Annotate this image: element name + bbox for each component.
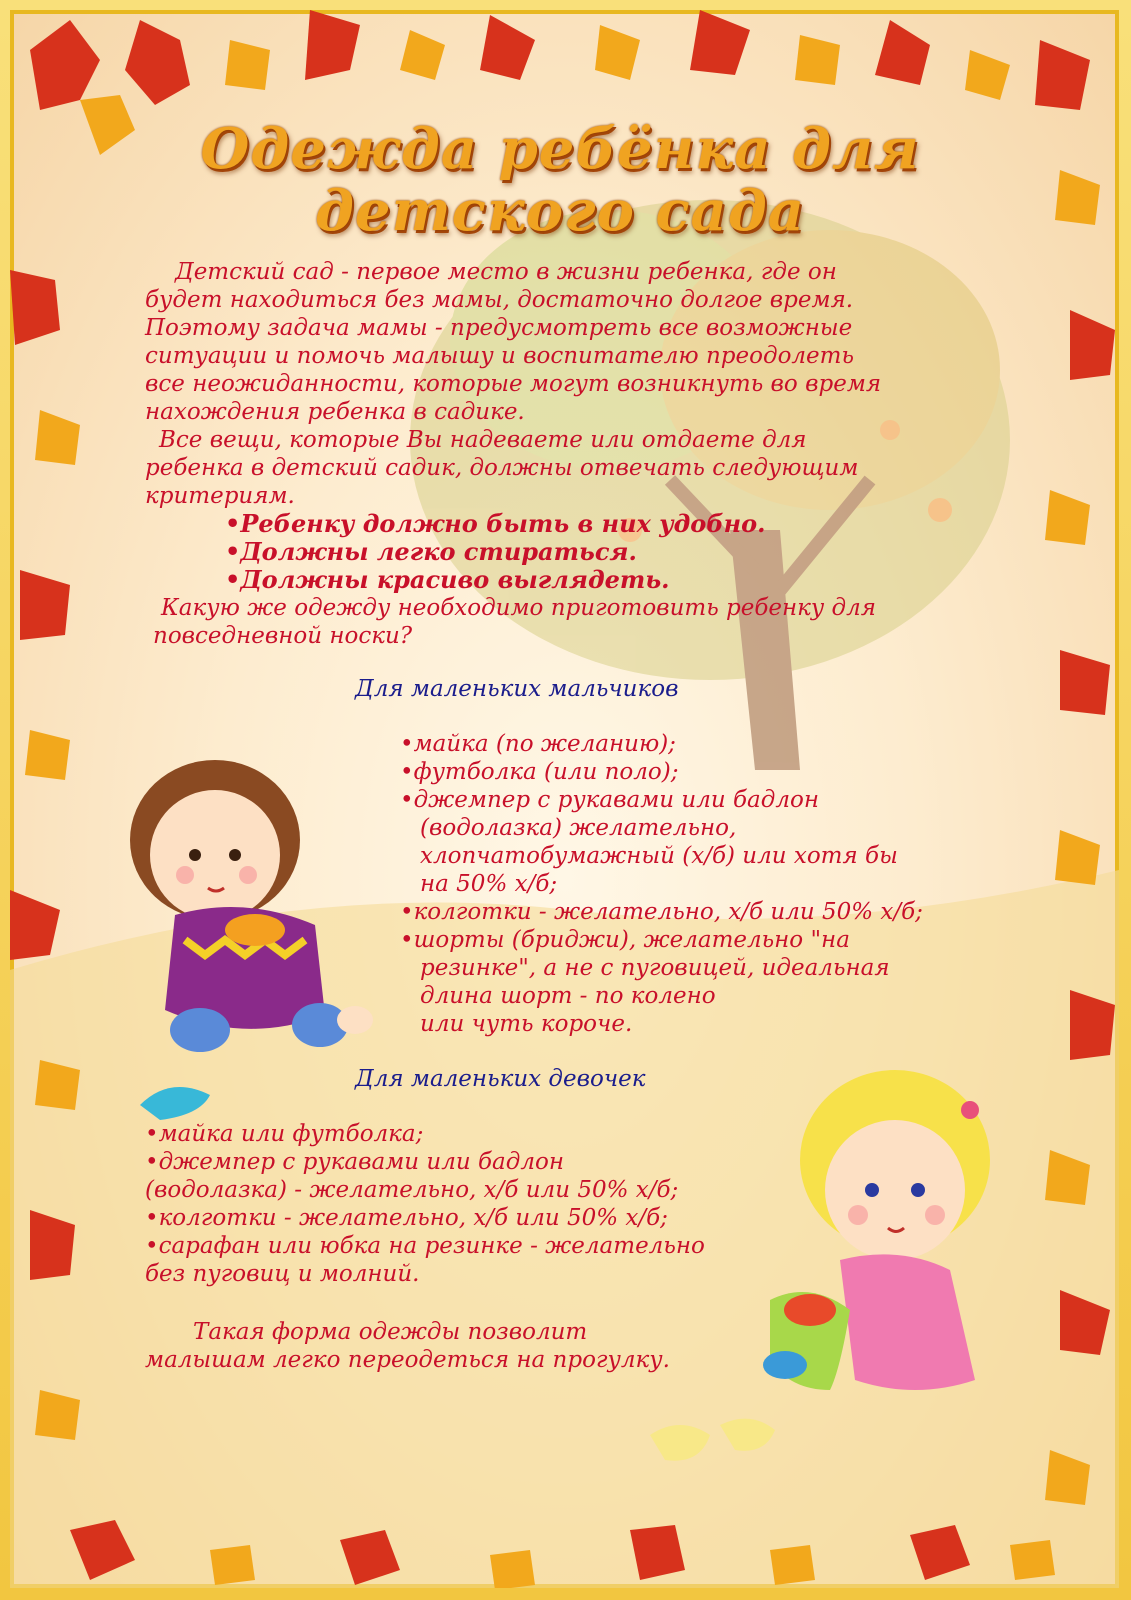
boys-clothing-list <box>400 730 1000 1038</box>
list-item-continuation: на 50% х/б; <box>420 871 558 897</box>
list-item: •майка (по желанию); <box>400 731 676 757</box>
text-line: критериям. <box>145 483 295 509</box>
text-line: Все вещи, которые Вы надеваете или отдаете для <box>159 427 807 453</box>
criteria-item: •Должны легко стираться. <box>225 537 637 566</box>
title-line-1: Одежда ребёнка для <box>200 116 920 182</box>
intro-paragraph-1 <box>145 258 1005 426</box>
list-item-continuation: резинке", а не с пуговицей, идеальная <box>420 955 890 981</box>
title-line-2: детского сада <box>314 178 806 244</box>
boys-heading: Для маленьких мальчиков <box>355 676 679 702</box>
list-item: •колготки - желательно, х/б или 50% х/б; <box>145 1205 668 1231</box>
criteria-item: •Ребенку должно быть в них удобно. <box>225 509 766 538</box>
text-line: повседневной носки? <box>153 623 413 649</box>
text-line: ребенка в детский садик, должны отвечать следующим <box>145 455 859 481</box>
text-line: малышам легко переодеться на прогулку. <box>145 1347 670 1373</box>
list-item-continuation: без пуговиц и молний. <box>145 1261 420 1287</box>
girls-heading: Для маленьких девочек <box>355 1066 646 1092</box>
text-line: ситуации и помочь малышу и воспитателю преодолеть <box>145 343 855 369</box>
list-item: •сарафан или юбка на резинке - желательно <box>145 1233 705 1259</box>
list-item: •джемпер с рукавами или бадлон <box>400 787 819 813</box>
list-item: •джемпер с рукавами или бадлон <box>145 1149 564 1175</box>
list-item: •футболка (или поло); <box>400 759 679 785</box>
text-line: Какую же одежду необходимо приготовить ребенку для <box>161 595 876 621</box>
list-item-continuation: длина шорт - по колено <box>420 983 716 1009</box>
text-line: нахождения ребенка в садике. <box>145 399 525 425</box>
girls-clothing-list <box>145 1120 785 1288</box>
page-title <box>130 118 990 242</box>
criteria-item: •Должны красиво выглядеть. <box>225 565 670 594</box>
text-line: Детский сад - первое место в жизни ребенка, где он <box>175 259 837 285</box>
text-line: будет находиться без мамы, достаточно долгое время. <box>145 287 854 313</box>
list-item: •шорты (бриджи), желательно "на <box>400 927 850 953</box>
list-item-continuation: или чуть короче. <box>420 1011 633 1037</box>
text-line: все неожиданности, которые могут возникнуть во время <box>145 371 882 397</box>
intro-paragraph-2 <box>145 426 1005 510</box>
text-line: Такая форма одежды позволит <box>193 1319 588 1345</box>
list-item-continuation: (водолазка) желательно, <box>420 815 737 841</box>
list-item: •колготки - желательно, х/б или 50% х/б; <box>400 899 923 925</box>
list-item: •майка или футболка; <box>145 1121 424 1147</box>
list-item-continuation: (водолазка) - желательно, х/б или 50% х/б; <box>145 1177 679 1203</box>
text-line: Поэтому задача мамы - предусмотреть все возможные <box>145 315 853 341</box>
question-paragraph <box>145 594 1005 650</box>
closing-paragraph <box>145 1318 785 1374</box>
list-item-continuation: хлопчатобумажный (х/б) или хотя бы <box>420 843 898 869</box>
